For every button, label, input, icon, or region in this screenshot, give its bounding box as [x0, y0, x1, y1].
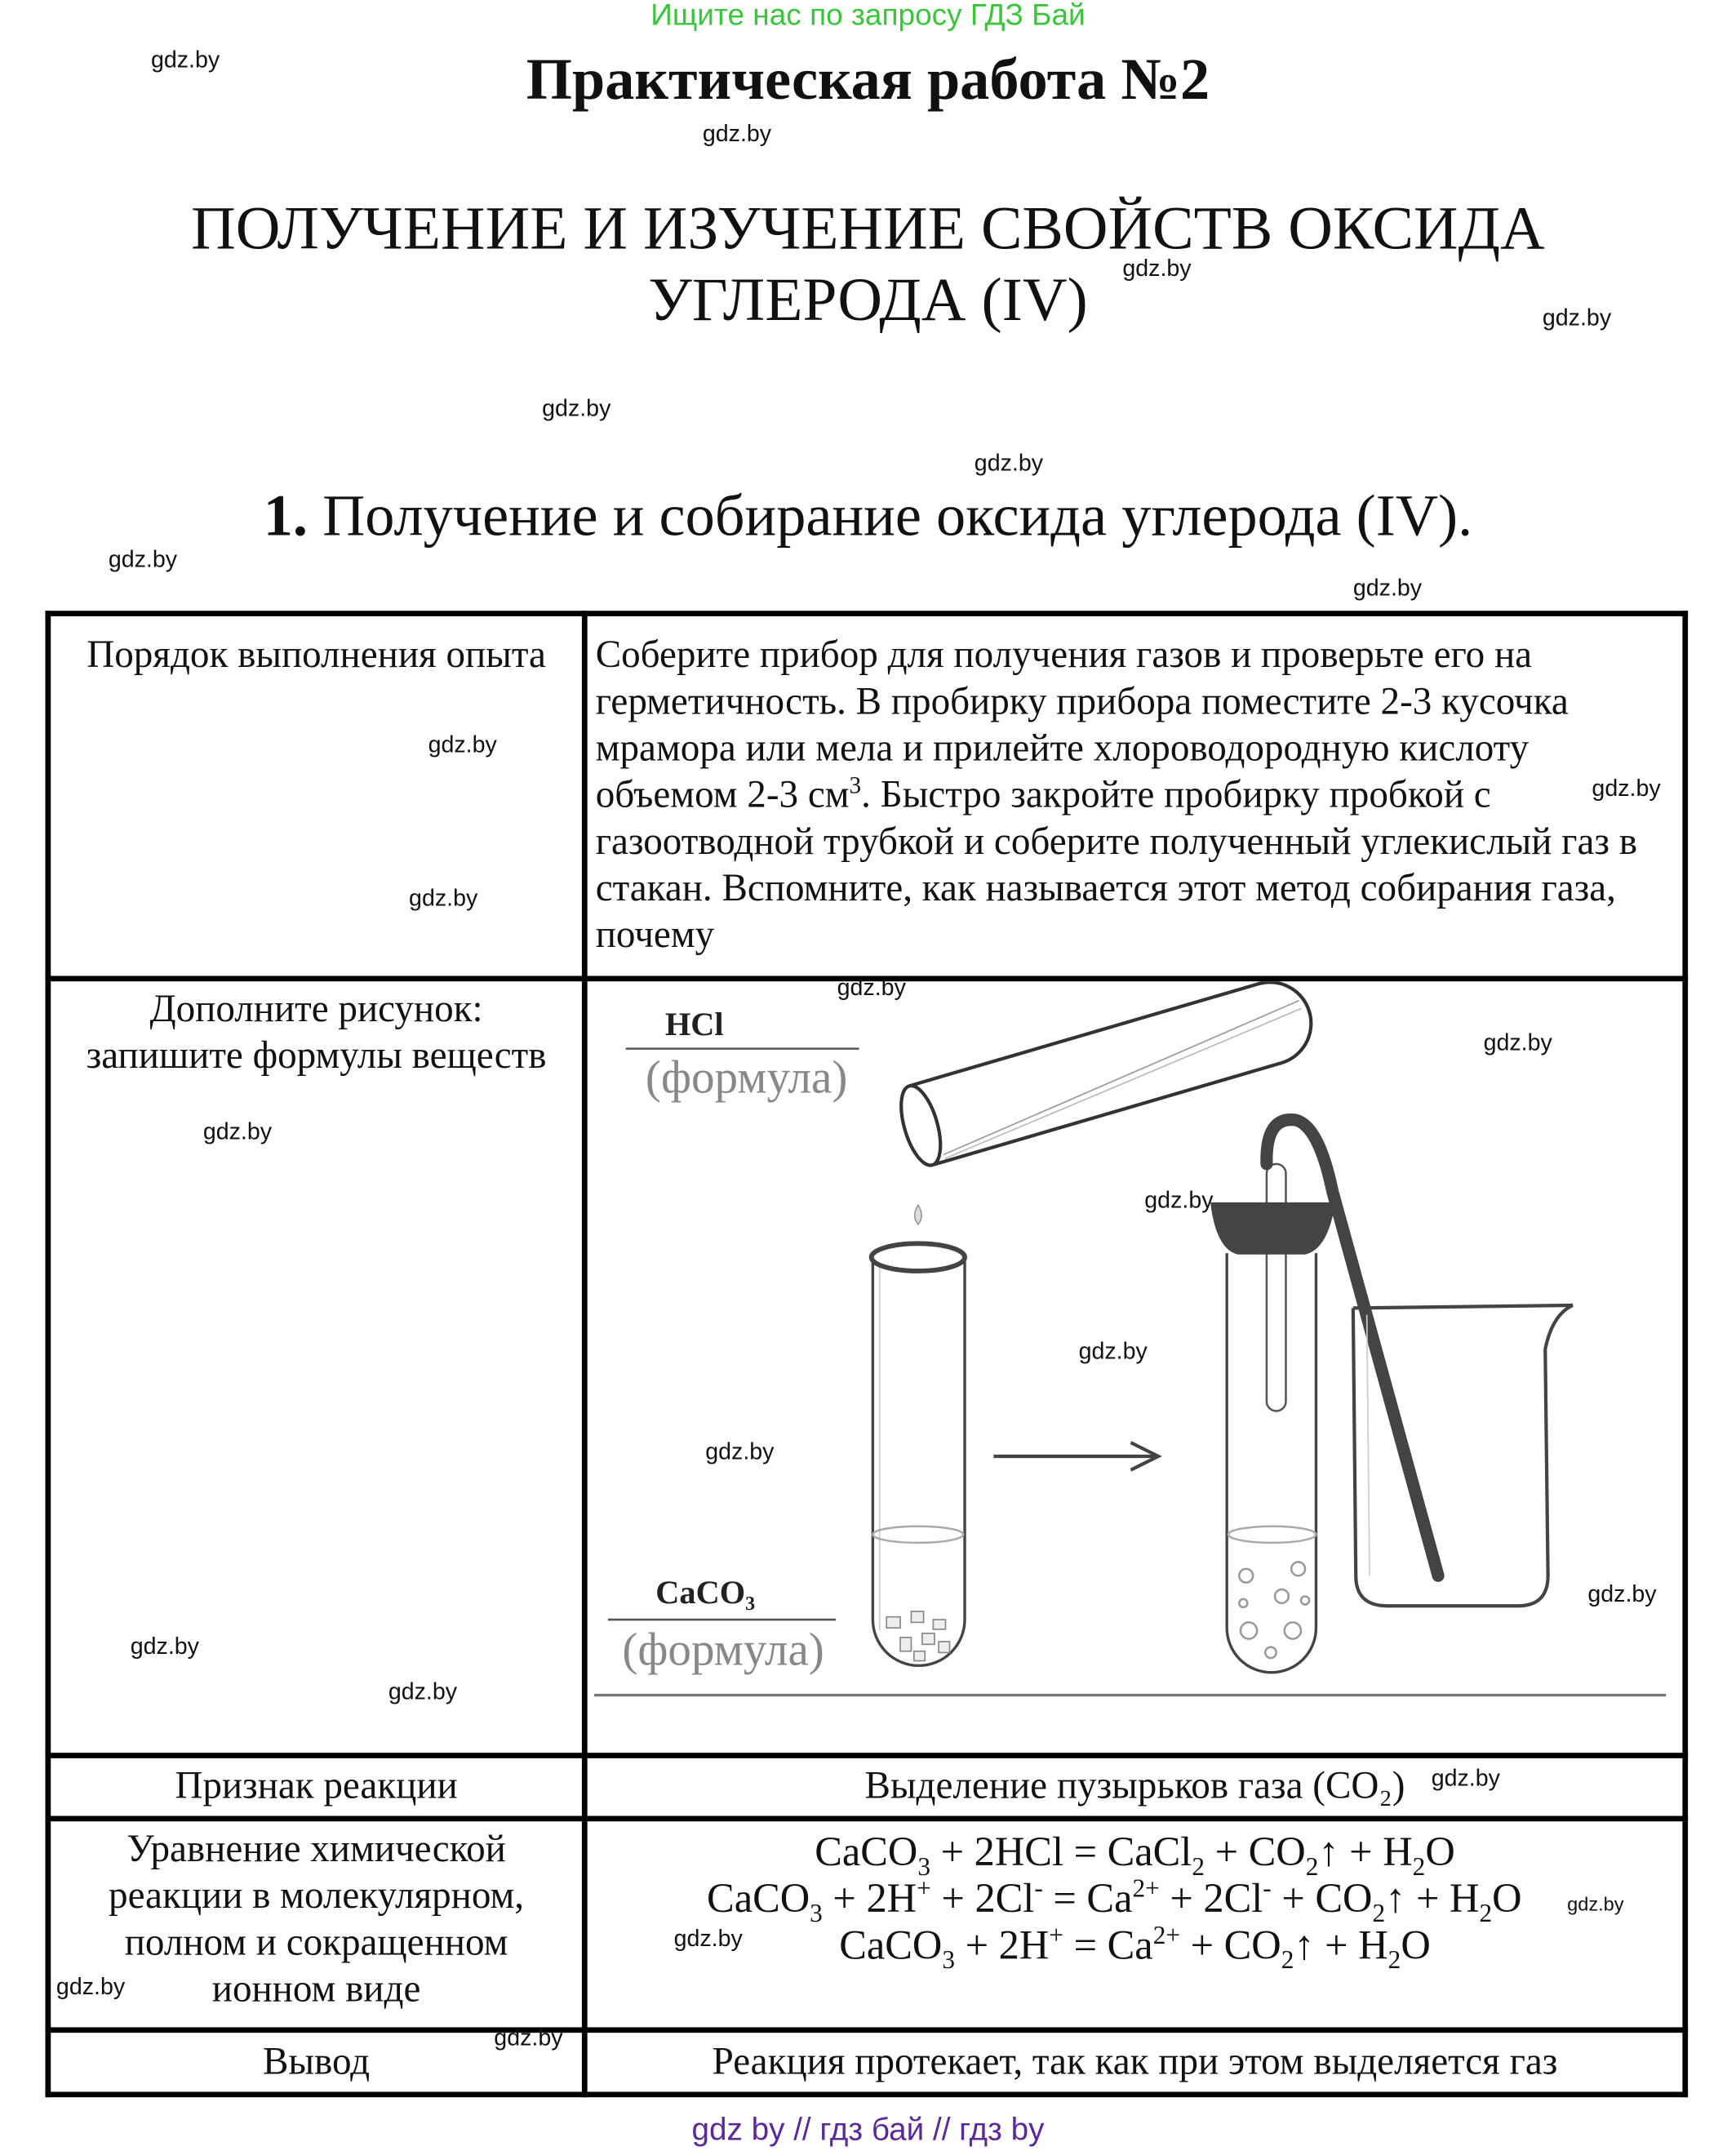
test-tube-with-marble-icon	[872, 1243, 965, 1665]
equation-segment: ↑ + H	[1318, 1829, 1413, 1875]
sign-value: Выделение пузырьков газа (CO₂)	[584, 1756, 1685, 1819]
procedure-text-sup: 3	[849, 772, 862, 799]
apparatus-figure	[584, 979, 1685, 1756]
equation-segment: 2	[1372, 1900, 1386, 1929]
section-number: 1.	[263, 484, 309, 549]
watermark-text: gdz.by	[130, 1633, 199, 1660]
equation-segment: 2	[1305, 1852, 1319, 1882]
equation-segment: ↑ + H	[1294, 1922, 1388, 1969]
equation-segment: CaCO	[707, 1876, 810, 1922]
equation-segment: 2	[1192, 1852, 1205, 1882]
watermark-text: gdz.by	[428, 731, 497, 758]
equation-segment: +	[1049, 1921, 1063, 1951]
equation-segment: 3	[942, 1946, 955, 1975]
gas-generating-tube-icon	[1210, 1120, 1438, 1673]
equation-segment: -	[1034, 1874, 1043, 1904]
watermark-text: gdz.by	[1078, 1338, 1148, 1365]
equation-segment: 3	[810, 1900, 823, 1929]
formula-placeholder-bottom: (формула)	[622, 1624, 824, 1676]
page-title: Практическая работа №2	[526, 47, 1210, 113]
rubber-stopper	[1210, 1202, 1335, 1255]
watermark-text: gdz.by	[702, 120, 772, 147]
equation-segment: 3	[917, 1852, 930, 1882]
equation-segment: O	[1492, 1876, 1522, 1922]
apparatus-drawing	[588, 981, 1681, 1753]
watermark-text: gdz.by	[974, 450, 1044, 477]
equation-full-ionic	[546, 1874, 1682, 1929]
equation-segment: +	[917, 1874, 931, 1904]
equation-segment: = Ca	[1063, 1922, 1153, 1969]
beaker-icon	[1353, 1305, 1573, 1606]
watermark-text: gdz.by	[1431, 1765, 1500, 1792]
equation-segment: + 2Cl	[1159, 1876, 1263, 1922]
watermark-text: gdz.by	[1592, 775, 1661, 802]
equation-molecular	[588, 1829, 1683, 1882]
procedure-text	[584, 614, 1685, 979]
sign-label: Признак реакции	[48, 1756, 584, 1819]
section-heading	[0, 486, 1736, 549]
watermark-text: gdz.by	[1144, 1187, 1214, 1214]
watermark-text: gdz.by	[1352, 575, 1423, 602]
equation-segment: ↑ + H	[1385, 1876, 1480, 1922]
equation-segment: CaCO	[839, 1922, 943, 1969]
search-hint-link[interactable]: Ищите нас по запросу ГДЗ Бай	[650, 0, 1086, 32]
figure-label	[48, 979, 584, 1756]
procedure-text-part: Соберите прибор для получения газов и проверьте его на герметичность. В пробирку прибора поместите 2-3 кусочка мрамора или мела и прилейте хлороводородную кислоту объемом 2-3 см	[595, 633, 1569, 817]
watermark-text: gdz.by	[1542, 304, 1612, 331]
conclusion-label: Вывод	[48, 2030, 584, 2095]
experiment-table	[45, 611, 1688, 2097]
equation-segment: + CO	[1179, 1922, 1281, 1969]
watermark-text: gdz.by	[1567, 1892, 1624, 1915]
watermark-text: gdz.by	[673, 1926, 743, 1952]
section-text: Получение и собирание оксида углерода (IV).	[322, 484, 1473, 549]
equations-cell	[584, 1819, 1685, 2030]
equation-segment: -	[1263, 1874, 1272, 1904]
pouring-test-tube-icon	[894, 981, 1321, 1170]
work-heading	[0, 192, 1736, 335]
watermark-text: gdz.by	[705, 1438, 775, 1465]
equation-segment: + CO	[1204, 1829, 1306, 1875]
watermark-text: gdz.by	[494, 2024, 563, 2051]
watermark-text: gdz.by	[1122, 255, 1192, 282]
equation-segment: CaCO	[815, 1829, 918, 1875]
equation-segment: + 2H	[954, 1922, 1050, 1969]
heading-line-2: УГЛЕРОДА (IV)	[648, 264, 1088, 334]
equation-segment: 2	[1387, 1946, 1401, 1975]
formula-caco3: CaCO₃	[655, 1573, 756, 1611]
equation-segment: O	[1425, 1829, 1455, 1875]
watermark-text: gdz.by	[202, 1118, 273, 1145]
watermark-text: gdz.by	[1587, 1580, 1657, 1607]
arrow-right-icon	[993, 1442, 1158, 1470]
equation-segment: + CO	[1271, 1876, 1373, 1922]
equation-short-ionic	[588, 1921, 1683, 1975]
table-row-figure	[48, 979, 1685, 1756]
formula-hcl: HCl	[664, 1005, 724, 1042]
equations-label: Уравнение химической реакции в молекулярном, полном и сокращенном ионном виде	[48, 1819, 584, 2030]
equation-segment: + 2H	[822, 1876, 917, 1922]
table-row-conclusion	[48, 2030, 1685, 2095]
table-row-equations	[48, 1819, 1685, 2030]
watermark-text: gdz.by	[108, 546, 178, 573]
equation-segment: O	[1401, 1922, 1431, 1969]
watermark-text: gdz.by	[388, 1678, 458, 1705]
equation-segment: 2	[1479, 1900, 1493, 1929]
equation-segment: + 2Cl	[930, 1876, 1035, 1922]
procedure-text-part: . Быстро закройте пробирку пробкой с газоотводной трубкой и соберите полученный углекислый газ в стакан. Вспомните, как называется этот метод собирания газа, почему	[595, 774, 1637, 957]
equation-segment: 2+	[1152, 1921, 1180, 1951]
conclusion-value: Реакция протекает, так как при этом выделяется газ	[584, 2030, 1685, 2095]
watermark-text: gdz.by	[150, 47, 220, 73]
heading-line-1: ПОЛУЧЕНИЕ И ИЗУЧЕНИЕ СВОЙСТВ ОКСИДА	[191, 193, 1545, 263]
equation-segment: + 2HCl = CaCl	[930, 1829, 1192, 1875]
equation-segment: 2	[1281, 1946, 1294, 1975]
watermark-text: gdz.by	[542, 395, 611, 422]
watermark-text: gdz.by	[1483, 1029, 1552, 1056]
formula-placeholder-top: (формула)	[645, 1051, 848, 1104]
watermark-text: gdz.by	[409, 885, 478, 912]
watermark-text: gdz.by	[837, 974, 906, 1001]
table-row-procedure	[48, 614, 1685, 979]
procedure-label: Порядок выполнения опыта	[48, 614, 584, 979]
figure-label-line-1: Дополните рисунок:	[149, 988, 483, 1031]
equation-segment: 2+	[1132, 1874, 1160, 1904]
equation-segment: = Ca	[1042, 1876, 1133, 1922]
watermark-text: gdz.by	[55, 1973, 126, 2000]
equation-segment: 2	[1412, 1852, 1426, 1882]
figure-label-line-2: запишите формулы веществ	[86, 1034, 547, 1078]
footer-links[interactable]: gdz by // гдз бай // гдз by	[691, 2110, 1045, 2147]
